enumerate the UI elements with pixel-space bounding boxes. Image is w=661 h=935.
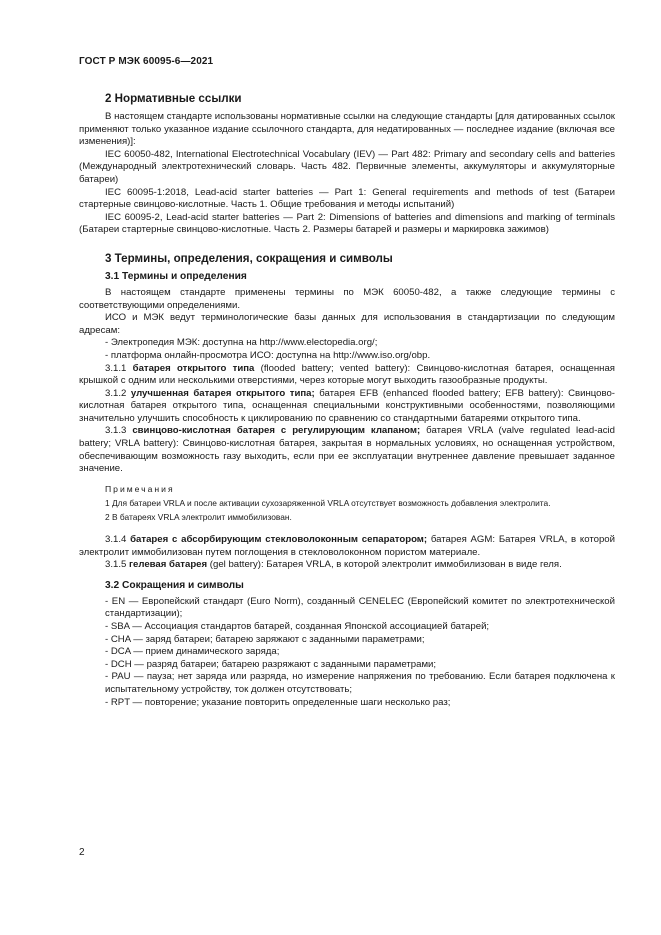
term-text: батарея AGM: Батарея VRLA, в которой электролит иммобилизован путем поглощения в стекловолоконном пористом материале. xyxy=(79,534,615,558)
section-2-intro: В настоящем стандарте использованы нормативные ссылки на следующие стандарты [для датированных ссылок применяют только указанное издание ссылочного стандарта, для недатированных — последнее издание (включая все изменения)]: xyxy=(79,111,615,148)
section-3-title: 3 Термины, определения, сокращения и символы xyxy=(105,251,393,265)
term-name: улучшенная батарея открытого типа; xyxy=(130,387,315,399)
abbreviation-item: - DCH — разряд батареи; батарею разряжают с заданными параметрами; xyxy=(105,658,437,670)
subsection-3-2-title: 3.2 Сокращения и символы xyxy=(105,579,244,591)
paragraph: ИСО и МЭК ведут терминологические базы данных для использования в стандартизации по следующим адресам: xyxy=(79,312,615,336)
link-item: - платформа онлайн-просмотра ИСО: доступна на http://www.iso.org/obp. xyxy=(105,349,431,361)
abbreviation-item: - EN — Европейский стандарт (Euro Norm), созданный CENELEC (Европейский комитет по электротехнической стандартизации); xyxy=(105,595,615,620)
note-item: 2 В батареях VRLA электролит иммобилизован. xyxy=(105,512,292,523)
term-definition xyxy=(79,425,615,475)
section-2-title: 2 Нормативные ссылки xyxy=(105,92,242,105)
term-text: (flooded battery; vented battery): Свинцово-кислотная батарея, оснащенная крышкой с одним или несколькими отверстиями, через которые могут выходить газообразные продукты. xyxy=(79,362,616,387)
term-number: 3.1.1 xyxy=(105,362,127,374)
reference-item: IEC 60095-1:2018, Lead-acid starter batteries — Part 1: General requirements and methods of test (Батареи стартерные свинцово-кислотные. Часть 1. Общие требования и методы испытаний) xyxy=(79,186,615,211)
note-item: 1 Для батареи VRLA и после активации сухозаряженной VRLA отсутствует возможность добавления электролита. xyxy=(105,497,551,508)
abbreviation-item: - SBA — Ассоциация стандартов батарей, созданная Японской ассоциацией батарей; xyxy=(105,621,490,632)
standard-header: ГОСТ Р МЭК 60095-6—2021 xyxy=(79,56,214,67)
abbreviation-item: - PAU — пауза; нет заряда или разряда, но измерение напряжения по требованию. Если батарея подключена к испытательному устройству, ток должен отсутствовать; xyxy=(105,671,615,695)
notes-title: Примечания xyxy=(105,483,175,494)
term-text: батарея EFB (enhanced flooded battery; EFB battery): Свинцово-кислотная батарея открытого типа, оснащенная специальными конструктивными особенностями, позволяющими значительно улучшить способность к циклированию по сравнению со стандартными батареями открытого типа. xyxy=(79,387,616,424)
term-name: батарея открытого типа xyxy=(132,362,255,374)
term-definition xyxy=(79,534,615,559)
term-text: (gel battery): Батарея VRLA, в которой электролит иммобилизован в виде геля. xyxy=(207,559,562,571)
term-definition xyxy=(79,388,615,426)
term-definition xyxy=(79,559,615,572)
page-number: 2 xyxy=(79,847,85,858)
term-number: 3.1.5 xyxy=(105,559,127,571)
term-name: гелевая батарея xyxy=(129,559,208,571)
abbreviation-item: - RPT — повторение; указание повторить определенные шаги несколько раз; xyxy=(105,696,451,708)
abbreviation-item: - CHA — заряд батареи; батарею заряжают с заданными параметрами; xyxy=(105,633,425,645)
document-page xyxy=(79,56,615,709)
reference-item: IEC 60050-482, International Electrotechnical Vocabulary (IEV) — Part 482: Primary and secondary cells and batteries (Международный электротехнический словарь. Часть 482. Первичные элементы, аккумуляторы и аккумуляторные батареи) xyxy=(79,148,615,185)
paragraph: В настоящем стандарте применены термины по МЭК 60050-482, а также следующие термины с соответствующими определениями. xyxy=(79,286,615,311)
term-number: 3.1.2 xyxy=(105,387,127,399)
subsection-3-1-title: 3.1 Термины и определения xyxy=(105,270,247,282)
link-item: - Электропедия МЭК: доступна на http://www.electopedia.org/; xyxy=(105,337,378,349)
term-name: свинцово-кислотная батарея с регулирующим клапаном; xyxy=(132,425,421,437)
abbreviation-item: - DCA — прием динамического заряда; xyxy=(105,646,280,658)
term-text: батарея VRLA (valve regulated lead-acid battery; VRLA battery): Свинцово-кислотная батарея, закрытая в нормальных условиях, но оснащенная устройством, обеспечивающим возможность газу выходить, если при ее эксплуатации внутреннее давление превышает заданное значение. xyxy=(79,425,615,475)
term-number: 3.1.4 xyxy=(105,534,127,546)
term-definition xyxy=(79,363,615,388)
term-number: 3.1.3 xyxy=(105,425,127,437)
reference-item: IEC 60095-2, Lead-acid starter batteries — Part 2: Dimensions of batteries and dimensions and marking of terminals (Батареи стартерные свинцово-кислотные. Часть 2. Размеры батарей и размеры и маркировка зажимов) xyxy=(79,211,615,236)
term-name: батарея с абсорбирующим стекловолоконным сепаратором; xyxy=(130,534,428,546)
